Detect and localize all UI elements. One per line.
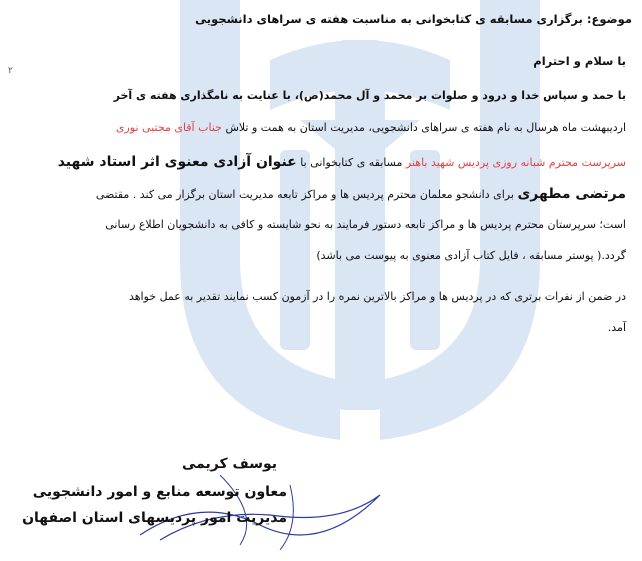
margin-mark: ۲ [8, 66, 13, 76]
greeting: با سلام و احترام [533, 54, 626, 68]
signatory-name: یوسف کریمی [181, 456, 277, 472]
body-line-2-text: اردیبهشت ماه هرسال به نام هفته ی سراهای دانشجویی، مدیریت استان به همت و تلاش [225, 121, 626, 134]
body-line-7: در ضمن از نفرات برتری که در پردیس ها و مراکز بالاترین نمره را در آزمون کسب نمایند تقدیر به عمل خواهد [128, 290, 626, 303]
body-line-4 [96, 186, 626, 203]
body-line-3-text: مسابقه ی کتابخوانی با [300, 156, 403, 169]
name-highlight: جناب آقای مجتبی نوری [115, 121, 222, 134]
book-title: عنوان آزادی معنوی اثر استاد شهید [57, 154, 297, 170]
body-line-5: است؛ سرپرستان محترم پردیس ها و مراکز تابعه دستور فرمایند به نحو شایسته و کافی به دانشجویان اطلاع رسانی [105, 218, 626, 231]
body-line-8: آمد. [607, 321, 626, 334]
body-line-2 [116, 120, 626, 136]
title-highlight: سرپرست محترم شبانه روزی پردیس شهید باهنر [405, 156, 626, 169]
signatory-title-1: معاون توسعه منابع و امور دانشجویی [32, 484, 287, 500]
body-line-3 [58, 154, 626, 171]
body-line-6: گردد.( پوستر مسابقه ، فایل کتاب آزادی معنوی به پیوست می باشد) [316, 249, 626, 262]
body-line-1: با حمد و سپاس خدا و درود و صلوات بر محمد و آل محمد(ص)، با عنایت به نامگذاری هفته ی آخر [113, 89, 626, 102]
letter-subject: موضوع: برگزاری مسابقه ی کتابخوانی به مناسبت هفته ی سراهای دانشجویی [195, 12, 632, 26]
body-line-4-text: برای دانشجو معلمان محترم پردیس ها و مراکز تابعه مدیریت استان برگزار می کند . مقتضی [95, 188, 514, 201]
author-name: مرتضی مطهری [517, 186, 626, 202]
signatory-title-2: مدیریت امور پردیسهای استان اصفهان [22, 510, 287, 526]
